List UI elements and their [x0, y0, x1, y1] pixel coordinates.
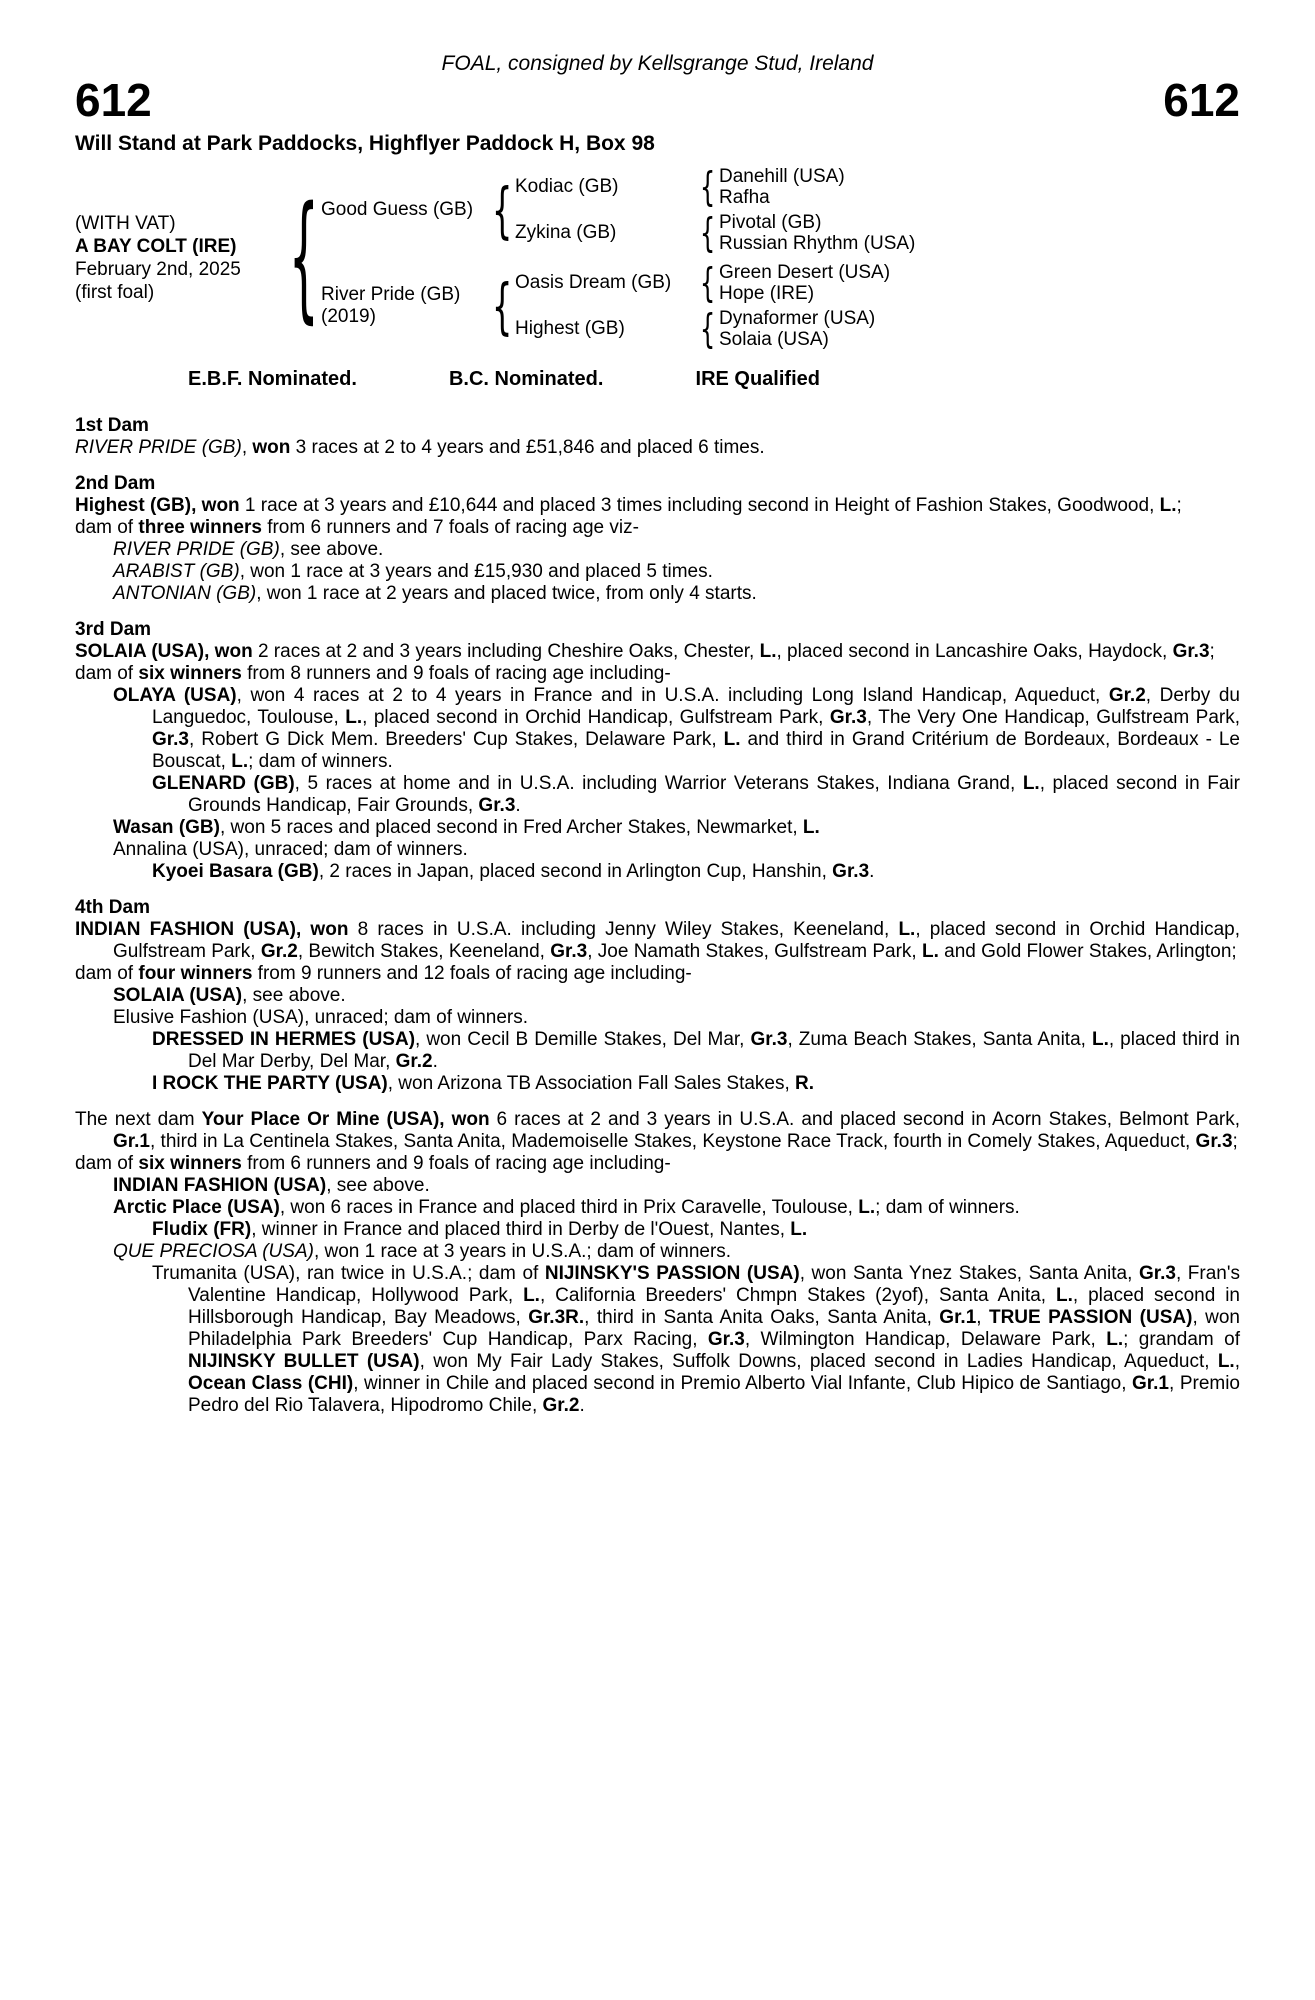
catalogue-paragraph — [75, 583, 1240, 605]
sire-sire-name: Kodiac (GB) — [515, 176, 619, 197]
vat-note: (WITH VAT) — [75, 213, 176, 234]
text-segment: 3 races at 2 to 4 years and £51,846 and placed 6 times. — [290, 437, 765, 458]
dam-name: River Pride (GB) — [321, 284, 461, 305]
sire-dam-parents — [719, 212, 915, 254]
text-segment: dam of — [75, 1153, 139, 1174]
text-segment: ARABIST (GB) — [113, 561, 240, 582]
text-segment: , see above. — [279, 539, 384, 560]
text-segment: , won 4 races at 2 to 4 years in France and in U.S.A. including Long Island Handicap, Aqueduct, — [236, 685, 1109, 706]
text-segment: . — [432, 1051, 438, 1072]
dam-dam-name: Highest (GB) — [515, 318, 625, 339]
text-segment: GLENARD (GB) — [152, 773, 295, 794]
text-segment: Gr.2 — [542, 1395, 580, 1416]
catalogue-paragraph — [75, 539, 1240, 561]
section-gap — [75, 605, 1240, 619]
text-segment: , placed second in Lancashire Oaks, Haydock, — [776, 641, 1173, 662]
text-segment: Ocean Class (CHI) — [188, 1373, 354, 1394]
sire-dam-row — [515, 212, 915, 254]
stand-location-line: Will Stand at Park Paddocks, Highflyer Paddock H, Box 98 — [75, 132, 655, 155]
text-segment: , Derby du Languedoc, Toulouse, — [152, 685, 1240, 728]
text-segment: L. — [858, 1197, 876, 1218]
text-segment: Arctic Place (USA) — [113, 1197, 280, 1218]
pedigree-generation-1 — [321, 162, 915, 354]
text-segment: , won 6 races in France and placed third in Prix Caravelle, Toulouse, — [279, 1197, 859, 1218]
text-segment: , Fran's Valentine Handicap, Hollywood Park, — [188, 1263, 1240, 1306]
catalogue-paragraph — [75, 1073, 1240, 1095]
dam-section-heading: 2nd Dam — [75, 473, 156, 494]
catalogue-paragraph — [75, 1029, 1240, 1073]
text-segment: TRUE PASSION (USA) — [988, 1307, 1193, 1328]
dam-section-heading: 1st Dam — [75, 415, 149, 436]
text-segment: L. — [231, 751, 249, 772]
text-segment: won — [252, 437, 291, 458]
dam-sire-parents — [719, 262, 890, 304]
text-segment: from 6 runners and 9 foals of racing age including- — [241, 1153, 671, 1174]
ancestor-name: Green Desert (USA) — [719, 262, 891, 283]
text-segment: dam of — [75, 663, 139, 684]
text-segment: six winners — [138, 1153, 242, 1174]
text-segment: , won 1 race at 2 years and placed twice, from only 4 starts. — [256, 583, 757, 604]
catalogue-paragraph — [75, 561, 1240, 583]
text-segment: NIJINSKY BULLET (USA) — [188, 1351, 420, 1372]
text-segment: , 2 races in Japan, placed second in Arlington Cup, Hanshin, — [318, 861, 833, 882]
catalogue-paragraph — [75, 1263, 1240, 1417]
pedigree-brace — [697, 172, 719, 203]
text-segment: Wasan (GB) — [113, 817, 220, 838]
lot-number-right: 612 — [1163, 74, 1240, 126]
text-segment: Your Place Or Mine (USA), won — [201, 1109, 490, 1130]
text-segment: , Bewitch Stakes, Keeneland, — [297, 941, 551, 962]
catalogue-paragraph — [75, 963, 1240, 985]
section-gap — [75, 459, 1240, 473]
text-segment: ; dam of winners. — [875, 1197, 1020, 1218]
ancestor-name: Pivotal (GB) — [719, 212, 822, 233]
text-segment: L. — [345, 707, 363, 728]
dam-year: (2019) — [321, 306, 376, 327]
text-segment: Elusive Fashion (USA), unraced; dam of winners. — [113, 1007, 529, 1028]
catalogue-paragraph — [75, 1007, 1240, 1029]
text-segment: Gr.3 — [478, 795, 516, 816]
text-segment: L. — [921, 941, 939, 962]
catalogue-paragraph — [75, 1219, 1240, 1241]
text-segment: Gr.3 — [550, 941, 588, 962]
text-segment: dam of — [75, 517, 139, 538]
text-segment: Gr.3 — [1195, 1131, 1233, 1152]
bc-nomination: B.C. Nominated. — [448, 368, 604, 390]
text-segment: 8 races in U.S.A. including Jenny Wiley Stakes, Keeneland, — [348, 919, 899, 940]
text-segment: ; grandam of — [1123, 1329, 1240, 1350]
dam-dam-row — [515, 308, 890, 350]
text-segment: L. — [790, 1219, 808, 1240]
text-segment: Gr.3 — [152, 729, 189, 750]
pedigree-brace — [489, 188, 515, 232]
text-segment: and Gold Flower Stakes, Arlington; — [938, 941, 1237, 962]
dam-sire-row — [515, 262, 890, 304]
catalogue-paragraph — [75, 495, 1240, 517]
text-segment: , third in Santa Anita Oaks, Santa Anita, — [584, 1307, 940, 1328]
text-segment: L. — [523, 1285, 540, 1306]
text-segment: OLAYA (USA) — [113, 685, 237, 706]
text-segment: , see above. — [326, 1175, 430, 1196]
text-segment: L. — [1159, 495, 1177, 516]
text-segment: , Joe Namath Stakes, Gulfstream Park, — [587, 941, 922, 962]
text-segment: three winners — [138, 517, 262, 538]
text-segment: , Premio Pedro del Rio Talavera, Hipodromo Chile, — [188, 1373, 1240, 1416]
text-segment: 2 races at 2 and 3 years including Cheshire Oaks, Chester, — [252, 641, 760, 662]
text-segment: , — [1234, 1351, 1240, 1372]
ancestor-name: Russian Rhythm (USA) — [719, 233, 916, 254]
dam-section-heading: 3rd Dam — [75, 619, 152, 640]
text-segment: , placed third in Del Mar Derby, Del Mar, — [188, 1029, 1240, 1072]
text-segment: , placed second in Orchid Handicap, Gulfstream Park, — [362, 707, 830, 728]
text-segment: , won Philadelphia Park Breeders' Cup Handicap, Parx Racing, — [188, 1307, 1240, 1350]
text-segment: , placed second in Orchid Handicap, Gulfstream Park, — [113, 919, 1241, 962]
text-segment: I ROCK THE PARTY (USA) — [152, 1073, 388, 1094]
dam-name-block — [321, 284, 489, 328]
catalogue-paragraph — [75, 1109, 1240, 1153]
text-segment: , 5 races at home and in U.S.A. including Warrior Veterans Stakes, Indiana Grand, — [294, 773, 1023, 794]
foal-note: (first foal) — [75, 282, 155, 303]
text-segment: , winner in Chile and placed second in Premio Alberto Vial Infante, Club Hipico de Santiago, — [353, 1373, 1133, 1394]
text-segment: L. — [1022, 773, 1040, 794]
text-segment: L. — [723, 729, 741, 750]
text-segment: SOLAIA (USA) — [113, 985, 243, 1006]
colt-details — [75, 212, 287, 304]
text-segment: , The Very One Handicap, Gulfstream Park, — [866, 707, 1240, 728]
lot-number-left: 612 — [75, 74, 152, 126]
text-segment: Gr.3R. — [528, 1307, 585, 1328]
catalogue-paragraph — [75, 1241, 1240, 1263]
text-segment: , placed second in Fair Grounds Handicap, Fair Grounds, — [188, 773, 1240, 816]
dam-ancestors — [515, 260, 890, 352]
ancestor-name: Rafha — [719, 187, 770, 208]
pedigree-table — [75, 162, 1240, 354]
text-segment: . — [869, 861, 875, 882]
text-segment: , California Breeders' Chmpn Stakes (2yof), Santa Anita, — [539, 1285, 1056, 1306]
text-segment: , — [976, 1307, 989, 1328]
catalogue-body — [75, 415, 1240, 1417]
text-segment: ; dam of winners. — [248, 751, 393, 772]
text-segment: Trumanita (USA), ran twice in U.S.A.; dam of — [152, 1263, 545, 1284]
catalogue-paragraph — [75, 1175, 1240, 1197]
sire-ancestors — [515, 164, 915, 256]
text-segment: L. — [759, 641, 777, 662]
text-segment: , won 5 races and placed second in Fred Archer Stakes, Newmarket, — [219, 817, 803, 838]
catalogue-paragraph — [75, 517, 1240, 539]
text-segment: and third in Grand Critérium de Bordeaux, Bordeaux - Le Bouscat, — [152, 729, 1240, 772]
catalogue-paragraph — [75, 773, 1240, 817]
text-segment: R. — [795, 1073, 815, 1094]
text-segment: Gr.1 — [113, 1131, 150, 1152]
text-segment: Gr.3 — [707, 1329, 745, 1350]
text-segment: Fludix (FR) — [152, 1219, 252, 1240]
text-segment: , Wilmington Handicap, Delaware Park, — [744, 1329, 1107, 1350]
text-segment: from 8 runners and 9 foals of racing age including- — [241, 663, 671, 684]
text-segment: L. — [898, 919, 916, 940]
section-gap — [75, 1095, 1240, 1109]
text-segment: Gr.3 — [1172, 641, 1210, 662]
text-segment: Gr.3 — [832, 861, 870, 882]
pedigree-brace — [697, 268, 719, 299]
text-segment: L. — [1091, 1029, 1109, 1050]
text-segment: , winner in France and placed third in Derby de l'Ouest, Nantes, — [251, 1219, 791, 1240]
text-segment: Gr.2 — [395, 1051, 433, 1072]
lot-number-row — [75, 74, 1240, 126]
text-segment: , — [241, 437, 253, 458]
text-segment: L. — [1106, 1329, 1124, 1350]
text-segment: Kyoei Basara (GB) — [152, 861, 319, 882]
text-segment: Gr.1 — [1132, 1373, 1170, 1394]
catalogue-paragraph — [75, 1153, 1240, 1175]
dam-sire-name: Oasis Dream (GB) — [515, 272, 672, 293]
sire-name: Good Guess (GB) — [321, 199, 474, 220]
catalogue-paragraph — [75, 985, 1240, 1007]
text-segment: RIVER PRIDE (GB) — [75, 437, 242, 458]
sire-sire-parents — [719, 166, 845, 208]
text-segment: Gr.2 — [260, 941, 298, 962]
text-segment: Highest (GB), won — [75, 495, 240, 516]
text-segment: , third in La Centinela Stakes, Santa Anita, Mademoiselle Stakes, Keystone Race Track, fourth in Comely Stakes, Aqueduct, — [149, 1131, 1196, 1152]
text-segment: , won 1 race at 3 years and £15,930 and placed 5 times. — [239, 561, 713, 582]
text-segment: NIJINSKY'S PASSION (USA) — [544, 1263, 800, 1284]
dam-section-heading: 4th Dam — [75, 897, 150, 918]
text-segment: four winners — [138, 963, 253, 984]
text-segment: , won My Fair Lady Stakes, Suffolk Downs, placed second in Ladies Handicap, Aqueduct, — [419, 1351, 1218, 1372]
pedigree-brace — [697, 218, 719, 249]
ancestor-name: Dynaformer (USA) — [719, 308, 876, 329]
ancestor-name: Danehill (USA) — [719, 166, 845, 187]
sire-row — [321, 164, 915, 256]
text-segment: from 6 runners and 7 foals of racing age viz- — [261, 517, 639, 538]
dam-dam-parents — [719, 308, 875, 350]
text-segment: INDIAN FASHION (USA), won — [75, 919, 349, 940]
pedigree-brace — [287, 226, 321, 291]
text-segment: , won 1 race at 3 years in U.S.A.; dam of winners. — [313, 1241, 732, 1262]
text-segment: 1 race at 3 years and £10,644 and placed 3 times including second in Height of Fashion Stakes, Goodwood, — [239, 495, 1160, 516]
ancestor-name: Solaia (USA) — [719, 329, 829, 350]
text-segment: , won Arizona TB Association Fall Sales Stakes, — [387, 1073, 796, 1094]
text-segment: ; — [1209, 641, 1215, 662]
sire-sire-row — [515, 166, 915, 208]
text-segment: SOLAIA (USA), won — [75, 641, 253, 662]
text-segment: Gr.2 — [1108, 685, 1146, 706]
sire-dam-name: Zykina (GB) — [515, 222, 617, 243]
text-segment: dam of — [75, 963, 139, 984]
text-segment: L. — [802, 817, 820, 838]
text-segment: RIVER PRIDE (GB) — [113, 539, 280, 560]
catalogue-paragraph — [75, 1197, 1240, 1219]
dam-row — [321, 260, 915, 352]
section-gap — [75, 883, 1240, 897]
text-segment: six winners — [138, 663, 242, 684]
catalogue-paragraph — [75, 663, 1240, 685]
ire-qualified: IRE Qualified — [695, 368, 820, 390]
text-segment: ; — [1176, 495, 1182, 516]
text-segment: ANTONIAN (GB) — [113, 583, 257, 604]
catalogue-paragraph — [75, 817, 1240, 839]
text-segment: DRESSED IN HERMES (USA) — [152, 1029, 416, 1050]
ancestor-name: Hope (IRE) — [719, 283, 815, 304]
pedigree-brace — [697, 314, 719, 345]
foaling-date: February 2nd, 2025 — [75, 259, 241, 280]
text-segment: Gr.3 — [829, 707, 867, 728]
text-segment: , see above. — [242, 985, 346, 1006]
catalogue-paragraph — [75, 685, 1240, 773]
catalogue-paragraph — [75, 641, 1240, 663]
ebf-nomination: E.B.F. Nominated. — [188, 368, 357, 390]
catalogue-paragraph — [75, 437, 1240, 459]
consignor-line: FOAL, consigned by Kellsgrange Stud, Ireland — [441, 52, 874, 75]
text-segment: . — [579, 1395, 585, 1416]
catalogue-paragraph — [75, 861, 1240, 883]
text-segment: Gr.3 — [1138, 1263, 1176, 1284]
text-segment: L. — [1056, 1285, 1073, 1306]
text-segment: QUE PRECIOSA (USA) — [113, 1241, 314, 1262]
nominations-row — [188, 368, 820, 391]
text-segment: INDIAN FASHION (USA) — [113, 1175, 327, 1196]
pedigree-brace — [489, 284, 515, 328]
text-segment: 6 races at 2 and 3 years in U.S.A. and placed second in Acorn Stakes, Belmont Park, — [489, 1109, 1241, 1130]
catalogue-paragraph — [75, 919, 1240, 963]
text-segment: , Zuma Beach Stakes, Santa Anita, — [787, 1029, 1092, 1050]
text-segment: Annalina (USA), unraced; dam of winners. — [113, 839, 468, 860]
text-segment: , won Cecil B Demille Stakes, Del Mar, — [415, 1029, 751, 1050]
text-segment: Gr.1 — [939, 1307, 977, 1328]
text-segment: Gr.3 — [750, 1029, 788, 1050]
catalogue-paragraph — [75, 839, 1240, 861]
colt-name: A BAY COLT (IRE) — [75, 236, 237, 257]
text-segment: . — [515, 795, 521, 816]
text-segment: L. — [1217, 1351, 1235, 1372]
text-segment: , won Santa Ynez Stakes, Santa Anita, — [799, 1263, 1139, 1284]
text-segment: ; — [1232, 1131, 1238, 1152]
text-segment: The next dam — [75, 1109, 202, 1130]
text-segment: from 9 runners and 12 foals of racing age including- — [252, 963, 692, 984]
text-segment: , placed second in Hillsborough Handicap, Bay Meadows, — [188, 1285, 1240, 1328]
text-segment: , Robert G Dick Mem. Breeders' Cup Stakes, Delaware Park, — [188, 729, 724, 750]
